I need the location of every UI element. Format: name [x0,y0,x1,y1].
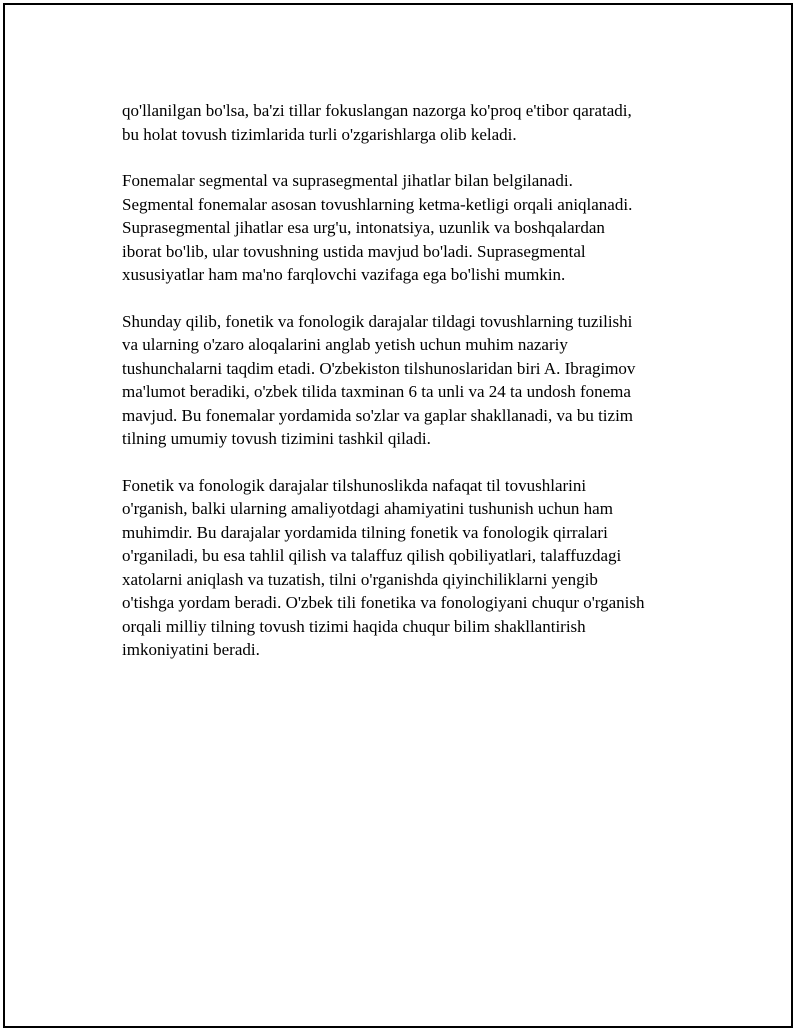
text-line: iborat bo'lib, ular tovushning ustida mavjud bo'ladi. Suprasegmental [122,241,586,261]
text-line: o'rganish, balki ularning amaliyotdagi ahamiyatini tushunish uchun ham [122,499,613,518]
text-line: Fonetik va fonologik darajalar tilshunoslikda nafaqat til tovushlarini [122,475,587,495]
text-line: imkoniyatini beradi. [122,640,260,659]
text-line: xatolarni aniqlash va tuzatish, tilni o'rganishda qiyinchiliklarni yengib [122,569,598,589]
text-line: tilning umumiy tovush tizimini tashkil qiladi. [122,429,431,448]
page-frame [3,3,793,1028]
text-line: xususiyatlar ham ma'no farqlovchi vazifaga ega bo'lishi mumkin. [122,265,566,284]
text-line: o'rganiladi, bu esa tahlil qilish va talaffuz qilish qobiliyatlari, talaffuzdagi [122,546,622,565]
paragraph-1 [122,99,702,146]
paragraph-3 [122,310,702,451]
text-line: muhimdir. Bu darajalar yordamida tilning fonetik va fonologik qirralari [122,522,608,542]
text-line: ma'lumot beradiki, o'zbek tilida taxminan 6 ta unli va 24 ta undosh fonema [122,382,631,401]
text-line: Suprasegmental jihatlar esa urg'u, intonatsiya, uzunlik va boshqalardan [122,218,605,237]
paragraph-2 [122,169,702,287]
text-line: tushunchalarni taqdim etadi. O'zbekiston tilshunoslaridan biri A. Ibragimov [122,358,636,378]
text-line: Shunday qilib, fonetik va fonologik darajalar tildagi tovushlarning tuzilishi [122,311,633,331]
text-line: Fonemalar segmental va suprasegmental jihatlar bilan belgilanadi. [122,171,573,190]
paragraph-4 [122,474,702,662]
document-body [122,99,702,685]
text-line: qo'llanilgan bo'lsa, ba'zi tillar fokuslangan nazorga ko'proq e'tibor qaratadi, [122,101,632,120]
text-line: mavjud. Bu fonemalar yordamida so'zlar va gaplar shakllanadi, va bu tizim [122,405,634,425]
text-line: o'tishga yordam beradi. O'zbek tili fonetika va fonologiyani chuqur o'rganish [122,593,645,612]
text-line: Segmental fonemalar asosan tovushlarning ketma-ketligi orqali aniqlanadi. [122,194,633,214]
text-line: orqali milliy tilning tovush tizimi haqida chuqur bilim shakllantirish [122,616,586,636]
text-line: bu holat tovush tizimlarida turli o'zgarishlarga olib keladi. [122,124,517,144]
text-line: va ularning o'zaro aloqalarini anglab yetish uchun muhim nazariy [122,335,568,354]
